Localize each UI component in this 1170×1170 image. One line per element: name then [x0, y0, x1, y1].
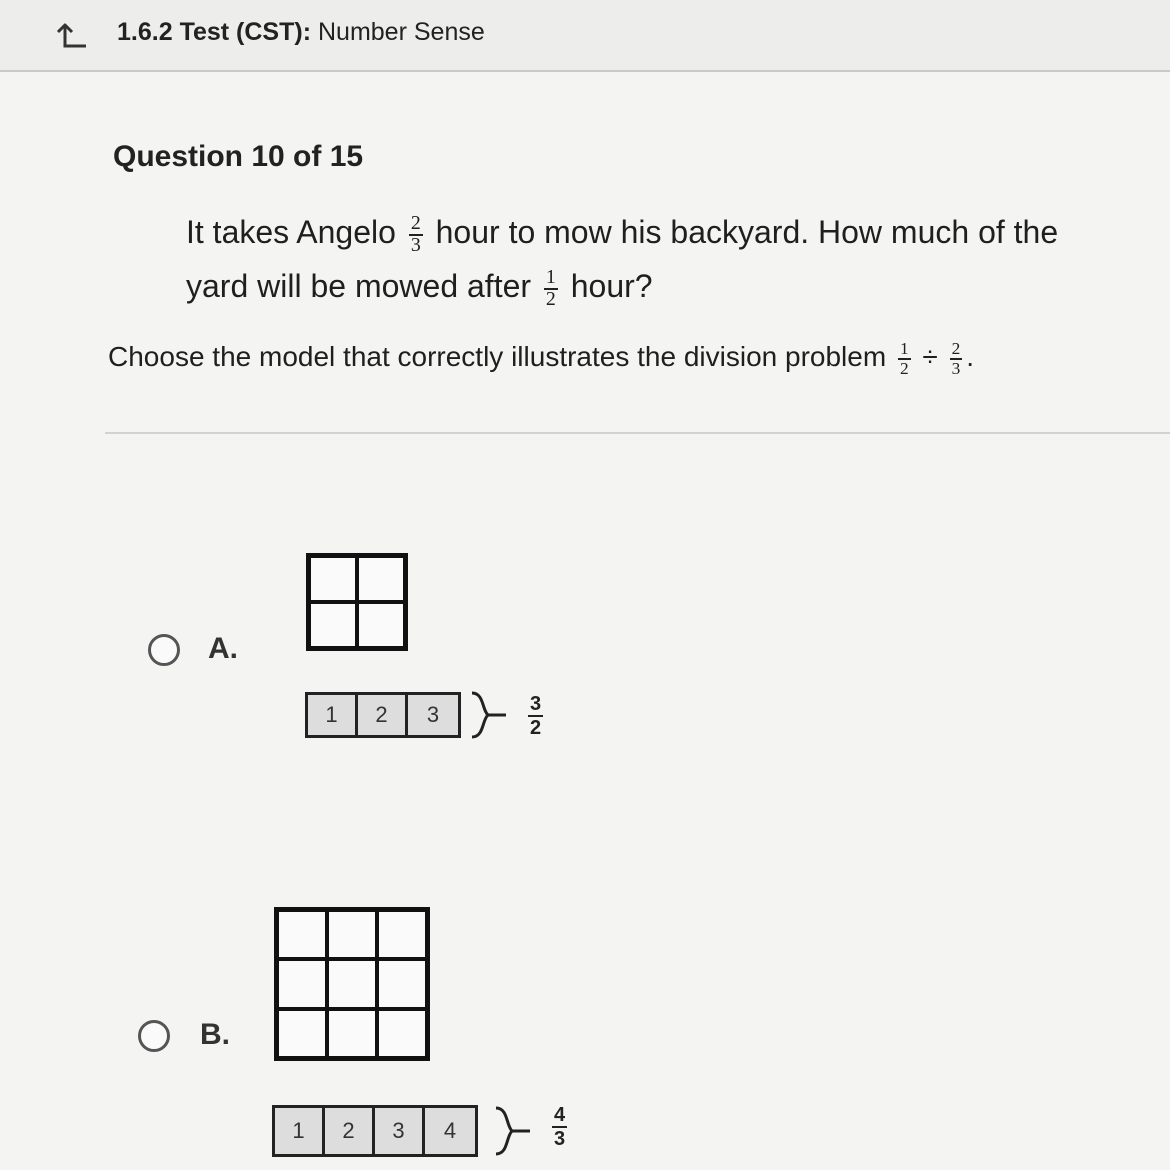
fraction-two-thirds: $\frac{2}{3}$: [410, 211, 421, 256]
option-a-strip: [305, 692, 461, 738]
strip-segment: 3: [375, 1108, 425, 1154]
strip-segment: 3: [426, 702, 440, 727]
grid-cell: [357, 556, 405, 602]
strip-segment: 4: [443, 1118, 457, 1143]
fraction-one-half: $\frac{1}{2}$: [545, 265, 556, 310]
back-arrow-icon[interactable]: [54, 22, 88, 52]
strip-segment: 1: [275, 1108, 325, 1154]
question-counter: Question 10 of 15: [113, 140, 364, 173]
division-dividend: $\frac{1}{2}$: [899, 339, 909, 378]
grid-cell: [377, 1009, 427, 1058]
division-operator: ÷: [922, 341, 938, 372]
grid-cell: [309, 602, 357, 648]
grid-cell: [309, 556, 357, 602]
grid-cell: [357, 602, 405, 648]
grid-cell: [377, 959, 427, 1008]
grid-cell: [327, 910, 377, 959]
prompt-text-3: hour?: [570, 268, 653, 304]
topic-title: Number Sense: [318, 18, 485, 46]
instruction: [108, 332, 1108, 382]
option-a-brace-icon: [468, 690, 508, 740]
grid-cell: [377, 910, 427, 959]
grid-cell: [277, 910, 327, 959]
grid-cell: [277, 1009, 327, 1058]
prompt-text-1: It takes Angelo: [186, 214, 396, 250]
division-divisor: $\frac{2}{3}$: [951, 339, 961, 378]
prompt-text-2: hour to mow his backyard. How much of the yard will be mowed after: [186, 214, 1059, 304]
option-a-area-model: [306, 553, 408, 651]
option-b-strip: [272, 1105, 478, 1157]
test-type: Test (CST):: [179, 18, 312, 46]
grid-cell: [327, 959, 377, 1008]
option-a-result: $\frac{3}{2}$: [530, 693, 542, 739]
strip-segment: 1: [308, 695, 358, 735]
grid-cell: [277, 959, 327, 1008]
strip-segment: 2: [358, 695, 408, 735]
question-prompt: [186, 205, 1086, 313]
option-a-label[interactable]: A.: [208, 632, 238, 665]
option-a-radio[interactable]: [148, 634, 180, 666]
breadcrumb: [117, 18, 485, 47]
strip-segment: 2: [325, 1108, 375, 1154]
option-b-label[interactable]: B.: [200, 1018, 230, 1051]
lesson-number: 1.6.2: [117, 18, 173, 46]
top-bar: [0, 0, 1170, 72]
option-b-radio[interactable]: [138, 1020, 170, 1052]
option-b-brace-icon: [492, 1105, 532, 1157]
instruction-text: Choose the model that correctly illustrates the division problem: [108, 341, 887, 372]
grid-cell: [327, 1009, 377, 1058]
option-b-area-model: [274, 907, 430, 1061]
divider: [105, 432, 1170, 434]
option-b-result: $\frac{4}{3}$: [554, 1104, 566, 1150]
instruction-period: .: [966, 341, 975, 372]
